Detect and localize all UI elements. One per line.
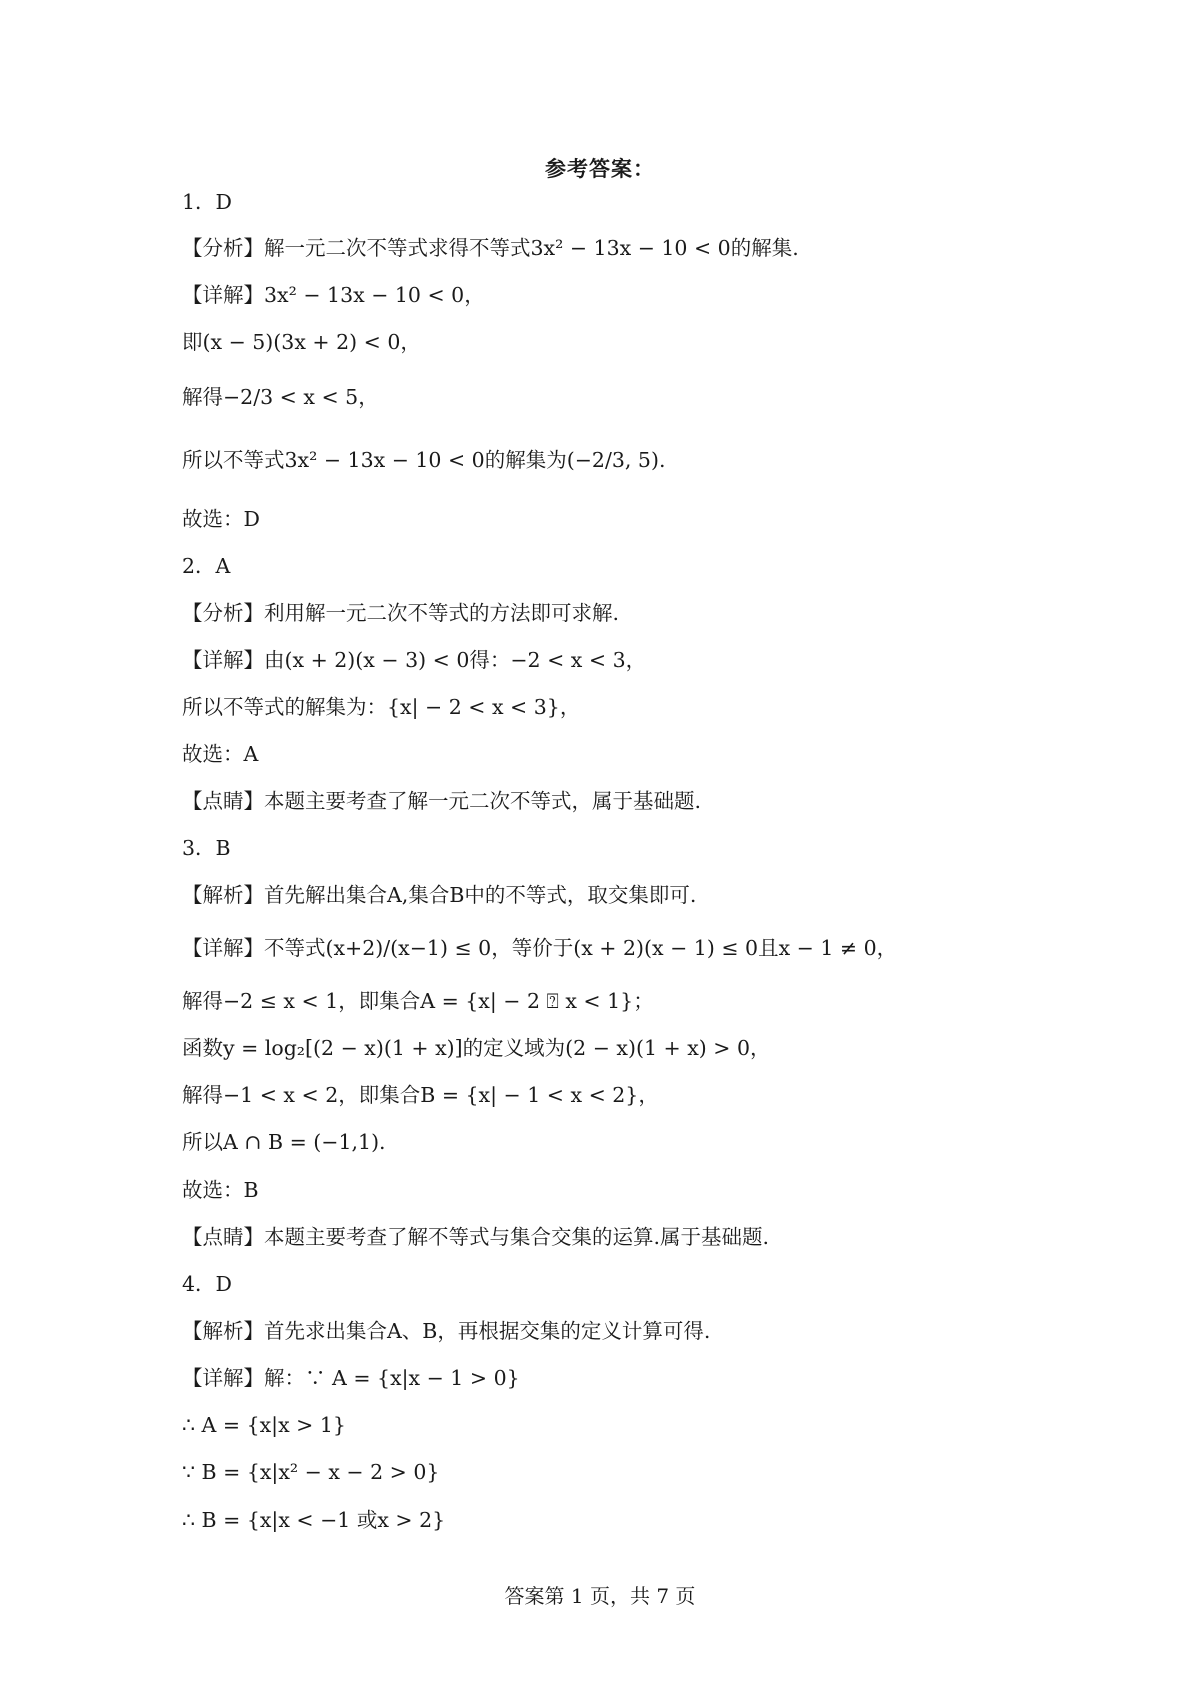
answer-2-comment: 【点睛】本题主要考查了解一元二次不等式，属于基础题. bbox=[182, 789, 702, 813]
answer-1-conclusion: 所以不等式3x² − 13x − 10 < 0的解集为(−2/3, 5). bbox=[182, 448, 666, 472]
answer-3-detail: 【详解】不等式(x+2)/(x−1) ≤ 0，等价于(x + 2)(x − 1) ≤ 0且x − 1 ≠ 0， bbox=[182, 936, 898, 960]
answer-2-heading: 2．A bbox=[182, 554, 231, 578]
answer-1-analysis: 【分析】解一元二次不等式求得不等式3x² − 13x − 10 < 0的解集. bbox=[182, 236, 799, 260]
answer-3-step: 解得−2 ≤ x < 1，即集合A = {x| − 2 ⍰ x < 1}； bbox=[182, 989, 654, 1013]
answer-2-step: 所以不等式的解集为：{x| − 2 < x < 3}， bbox=[182, 695, 581, 719]
answer-4-step: ∴ A = {x|x > 1} bbox=[182, 1413, 346, 1437]
answer-3-comment: 【点睛】本题主要考查了解不等式与集合交集的运算.属于基础题. bbox=[182, 1225, 770, 1249]
answer-3-conclusion: 所以A ∩ B = (−1,1). bbox=[182, 1130, 386, 1154]
answer-2-analysis: 【分析】利用解一元二次不等式的方法即可求解. bbox=[182, 601, 620, 625]
answer-3-step: 解得−1 < x < 2，即集合B = {x| − 1 < x < 2}， bbox=[182, 1083, 659, 1107]
answer-1-heading: 1．D bbox=[182, 190, 232, 214]
answer-4-step: ∵ B = {x|x² − x − 2 > 0} bbox=[182, 1460, 440, 1484]
answer-2-choice: 故选：A bbox=[182, 742, 259, 766]
answer-3-choice: 故选：B bbox=[182, 1178, 259, 1202]
page-title: 参考答案： bbox=[545, 157, 655, 181]
answer-4-step: ∴ B = {x|x < −1 或x > 2} bbox=[182, 1508, 446, 1532]
answer-1-step: 即(x − 5)(3x + 2) < 0， bbox=[182, 330, 421, 354]
answer-3-analysis: 【解析】首先解出集合A,集合B中的不等式，取交集即可. bbox=[182, 883, 697, 907]
answer-1-choice: 故选：D bbox=[182, 507, 260, 531]
answer-3-step: 函数y = log₂[(2 − x)(1 + x)]的定义域为(2 − x)(1 + x) > 0， bbox=[182, 1036, 771, 1060]
answer-4-heading: 4．D bbox=[182, 1272, 232, 1296]
answer-4-analysis: 【解析】首先求出集合A、B，再根据交集的定义计算可得. bbox=[182, 1319, 711, 1343]
answer-2-detail: 【详解】由(x + 2)(x − 3) < 0得：−2 < x < 3， bbox=[182, 648, 647, 672]
page-footer: 答案第 1 页，共 7 页 bbox=[504, 1584, 696, 1608]
answer-1-step: 解得−2/3 < x < 5， bbox=[182, 385, 379, 409]
answer-4-detail: 【详解】解：∵ A = {x|x − 1 > 0} bbox=[182, 1366, 520, 1390]
answer-3-heading: 3．B bbox=[182, 836, 231, 860]
answer-1-detail: 【详解】3x² − 13x − 10 < 0， bbox=[182, 283, 485, 307]
